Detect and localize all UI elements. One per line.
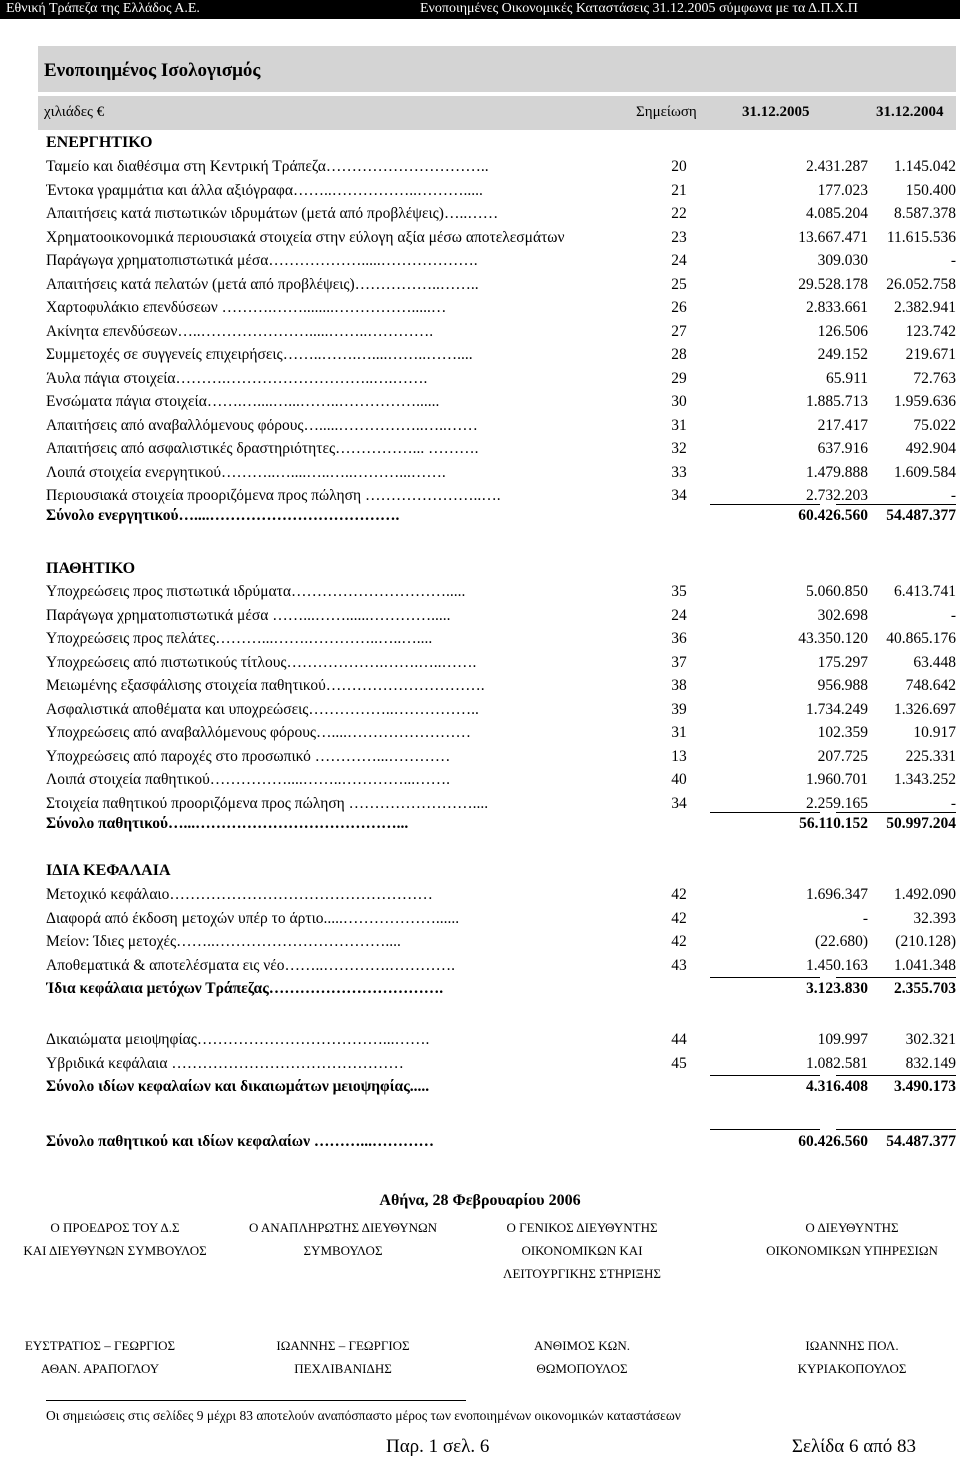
signatory-title: ΚΑΙ ΔΙΕΥΘΥΝΩΝ ΣΥΜΒΟΥΛΟΣ [23,1243,207,1258]
table-row [46,346,956,368]
signatory-title: Ο ΑΝΑΠΛΗΡΩΤΗΣ ΔΙΕΥΘΥΝΩΝ [248,1220,438,1235]
value-2005: (22.680) [815,933,868,950]
row-label: Παράγωγα χρηματοπιστωτικά μέσα……………….....………………. [46,252,478,269]
note-ref: 21 [671,181,687,199]
value-2005: 109.997 [817,1031,868,1048]
table-row [46,886,956,908]
value-2004: 1.492.090 [894,886,956,903]
total-row [46,980,956,1002]
row-label: Ακίνητα επενδύσεων…..………………….....……..…………. [46,322,434,340]
total-underline [710,977,820,978]
table-row [46,276,956,298]
note-ref: 37 [671,653,687,671]
row-label: Ταμείο και διαθέσιμα στη Κεντρική Τράπεζα………………………….. [46,158,489,175]
footnote: Οι σημειώσεις στις σελίδες 9 μέχρι 83 αποτελούν αναπόσπαστο μέρος των ενοποιημένων οικονομικών καταστάσεων [46,1408,681,1423]
signatory-title: Ο ΔΙΕΥΘΥΝΤΗΣ [805,1220,899,1235]
note-ref: 39 [671,700,687,718]
value-2004: 50.997.204 [886,815,956,832]
title-band [38,46,956,92]
signatory-title: ΛΕΙΤΟΥΡΓΙΚΗΣ ΣΤΗΡΙΞΗΣ [503,1266,661,1281]
note-ref: 31 [671,416,687,434]
value-2005: 2.431.287 [806,158,868,175]
unit-label: χιλιάδες € [44,104,105,120]
value-2004: - [950,487,956,504]
row-label: Λοιπά στοιχεία ενεργητικού………..…....…..…..………...……. [46,463,446,481]
table-row [46,417,956,439]
table-row [46,910,956,932]
value-2005: 1.696.347 [806,886,868,903]
value-2004: 302.321 [905,1031,956,1048]
note-ref: 36 [671,630,687,647]
signatory-name: ΙΩΑΝΝΗΣ ΠΟΛ. [805,1338,899,1353]
value-2004: 123.742 [905,322,956,340]
total-row [46,507,956,529]
total-underline [836,504,956,505]
value-2004: 492.904 [905,440,956,457]
note-column-header: Σημείωση [636,104,697,120]
value-2005: 1.479.888 [806,463,868,481]
value-2005: 126.506 [817,322,868,340]
signatory-name: ΕΥΣΤΡΑΤΙΟΣ – ΓΕΩΡΓΙΟΣ [24,1338,176,1353]
row-label: Άυλα πάγια στοιχεία……….………………………..….……. [46,369,428,387]
value-2004: 63.448 [913,653,956,671]
row-label: Σύνολο ενεργητικού…....………………………………. [46,507,400,524]
value-2005: 175.297 [817,653,868,671]
table-row [46,677,956,699]
table-row [46,182,956,204]
value-2005: 956.988 [817,677,868,694]
value-2004: - [950,606,956,624]
row-label: Σύνολο παθητικού…...…………………………………... [46,815,409,832]
value-2004: - [950,794,956,812]
note-ref: 42 [671,886,687,903]
value-2004: 1.041.348 [894,956,956,974]
row-label: Δικαιώματα μειοψηφίας………………………………...……. [46,1031,430,1048]
table-row [46,630,956,652]
value-2004: 3.490.173 [894,1078,956,1095]
table-row [46,1055,956,1077]
value-2005: 1.450.163 [806,956,868,974]
value-2005: 302.698 [817,606,868,624]
note-ref: 31 [671,724,687,741]
value-2004: 72.763 [913,369,956,387]
row-label: Ενσώματα πάγια στοιχεία…….…....…...……..……………...... [46,393,440,410]
value-2005: 4.316.408 [806,1078,868,1095]
row-label: Περιουσιακά στοιχεία προοριζόμενα προς πώληση …………………..…. [46,487,501,504]
row-label: Ασφαλιστικά αποθέματα και υποχρεώσεις……………..…………….. [46,700,479,718]
value-2004: 75.022 [913,416,956,434]
page-header [0,0,960,19]
total-underline [836,812,956,813]
total-row [46,815,956,837]
value-2005: - [862,909,868,927]
value-2005: 177.023 [817,181,868,199]
value-2004: 8.587.378 [894,205,956,222]
header-bank-name: Εθνική Τράπεζα της Ελλάδος Α.Ε. [6,1,200,16]
row-label: Χαρτοφυλάκιο επενδύσεων ……….……........…………….....… [46,299,447,316]
value-2004: 54.487.377 [886,1133,956,1150]
note-ref: 45 [671,1054,687,1072]
table-row [46,464,956,486]
signatory-name: ΠΕΧΛΙΒΑΝΙΔΗΣ [294,1361,392,1376]
value-2004: (210.128) [895,933,956,950]
row-label: Αποθεματικά & αποτελέσματα εις νέο……..………….…………. [46,956,456,974]
table-row [46,933,956,955]
signatory-title: Ο ΠΡΟΕΔΡΟΣ ΤΟΥ Δ.Σ [50,1220,180,1235]
row-label: Συμμετοχές σε συγγενείς επιχειρήσεις……..…….…....……..…….... [46,346,473,363]
value-2005: 4.085.204 [806,205,868,222]
value-2005: 43.350.120 [798,630,868,647]
row-label: Υποχρεώσεις από πιστωτικούς τίτλους……………….…….…..……. [46,653,477,671]
total-underline [710,812,820,813]
value-2004: 40.865.176 [886,630,956,647]
value-2005: 29.528.178 [798,275,868,293]
note-ref: 13 [671,747,687,765]
value-2004: 1.326.697 [894,700,956,718]
total-underline [836,977,956,978]
note-ref: 27 [671,322,687,340]
value-2004: 225.331 [905,747,956,765]
signatory-title: ΟΙΚΟΝΟΜΙΚΩΝ ΚΑΙ [521,1243,643,1258]
row-label: Λοιπά στοιχεία παθητικού……………....……..…………...……. [46,771,451,788]
row-label: Έντοκα γραμμάτια και άλλα αξιόγραφα……..……………..………..... [46,181,483,199]
value-2004: 748.642 [905,677,956,694]
table-row [46,370,956,392]
table-row [46,771,956,793]
page-reference: Παρ. 1 σελ. 6 [386,1436,490,1457]
total-row [46,1078,956,1100]
signatory-name: ΑΘΑΝ. ΑΡΑΠΟΓΛΟΥ [40,1361,160,1376]
row-label: Στοιχεία παθητικού προοριζόμενα προς πώληση …………………….... [46,794,489,812]
value-2005: 1.082.581 [806,1054,868,1072]
assets-heading: ΕΝΕΡΓΗΤΙΚΟ [46,134,153,151]
row-label: Υποχρεώσεις προς πελάτες………...…….…………..…..….... [46,630,433,647]
table-row [46,323,956,345]
table-row [46,654,956,676]
total-underline [710,1075,820,1076]
note-ref: 24 [671,252,687,269]
note-ref: 38 [671,677,687,694]
value-2005: 13.667.471 [798,228,868,246]
table-row [46,229,956,251]
value-2004: 219.671 [905,346,956,363]
value-2004: 6.413.741 [894,583,956,600]
row-label: Υποχρεώσεις προς πιστωτικά ιδρύματα…………………………..... [46,583,466,600]
row-label: Μείον: Ίδιες μετοχές……..…………………………….... [46,933,401,950]
value-2005: 1.960.701 [806,771,868,788]
value-2005: 65.911 [825,369,868,387]
table-row [46,795,956,817]
value-2004: 832.149 [905,1054,956,1072]
note-ref: 33 [671,463,687,481]
value-2004: 26.052.758 [886,275,956,293]
value-2004: 2.382.941 [894,299,956,316]
note-ref: 32 [671,440,687,457]
row-label: Μειωμένης εξασφάλισης στοιχεία παθητικού…………………………. [46,677,485,694]
table-row [46,299,956,321]
total-underline [710,504,820,505]
value-2005: 249.152 [817,346,868,363]
footnote-separator [46,1400,466,1401]
total-underline [710,1129,820,1130]
value-2005: 60.426.560 [798,507,868,524]
signatory-title: Ο ΓΕΝΙΚΟΣ ΔΙΕΥΘΥΝΤΗΣ [506,1220,658,1235]
row-label: Σύνολο ιδίων κεφαλαίων και δικαιωμάτων μειοψηφίας..... [46,1078,430,1095]
column-header-band [38,96,956,130]
note-ref: 42 [671,933,687,950]
note-ref: 26 [671,299,687,316]
table-row [46,748,956,770]
note-ref: 35 [671,583,687,600]
row-label: Απαιτήσεις από αναβαλλόμενους φόρους….....……………..…..…… [46,416,478,434]
row-label: Υποχρεώσεις από παροχές στο προσωπικό …………...………… [46,747,451,765]
value-2005: 2.732.203 [806,487,868,504]
signatory-title: ΟΙΚΟΝΟΜΙΚΩΝ ΥΠΗΡΕΣΙΩΝ [766,1243,938,1258]
row-label: Χρηματοοικονομικά περιουσιακά στοιχεία στην εύλογη αξία μέσω αποτελεσμάτων [46,228,565,246]
table-row [46,158,956,180]
value-2004: 1.959.636 [894,393,956,410]
value-2004: 2.355.703 [894,980,956,997]
row-label: Μετοχικό κεφάλαιο…………………………………………… [46,886,433,903]
value-2005: 309.030 [817,252,868,269]
row-label: Απαιτήσεις από ασφαλιστικές δραστηριότητες……………... ………. [46,440,479,457]
value-2005: 2.833.661 [806,299,868,316]
row-label: Απαιτήσεις κατά πελατών (μετά από προβλέψεις)……………..…….. [46,275,479,293]
header-document-title: Ενοποιημένες Οικονομικές Καταστάσεις 31.12.2005 σύμφωνα με τα Δ.Π.Χ.Π [420,1,858,16]
table-row [46,393,956,415]
note-ref: 42 [671,909,687,927]
value-2005: 102.359 [817,724,868,741]
row-label: Ίδια κεφάλαια μετόχων Τράπεζας……………………………. [46,980,444,997]
table-row [46,701,956,723]
total-underline [836,1075,956,1076]
place-date: Αθήνα, 28 Φεβρουαρίου 2006 [379,1192,581,1209]
signatory-name: ΑΝΘΙΜΟΣ ΚΩΝ. [534,1338,630,1353]
signatory-name: ΙΩΑΝΝΗΣ – ΓΕΩΡΓΙΟΣ [276,1338,410,1353]
value-2004: 1.145.042 [894,158,956,175]
value-2004: 54.487.377 [886,507,956,524]
table-row [46,957,956,979]
value-2005: 60.426.560 [798,1133,868,1150]
note-ref: 29 [671,369,687,387]
note-ref: 28 [671,346,687,363]
table-row [46,607,956,629]
table-row [46,583,956,605]
row-label: Απαιτήσεις κατά πιστωτικών ιδρυμάτων (μετά από προβλέψεις)…..…… [46,205,499,222]
note-ref: 44 [671,1031,687,1048]
value-2004: 1.343.252 [894,771,956,788]
value-2005: 3.123.830 [806,980,868,997]
note-ref: 34 [671,487,687,504]
value-2004: 1.609.584 [894,463,956,481]
value-2004: 11.615.536 [886,228,956,246]
total-underline [836,1129,956,1130]
note-ref: 25 [671,275,687,293]
signatory-title: ΣΥΜΒΟΥΛΟΣ [303,1243,383,1258]
value-2004: 32.393 [913,909,956,927]
table-row [46,440,956,462]
note-ref: 20 [671,158,687,175]
value-2005: 56.110.152 [799,815,868,832]
value-2005: 217.417 [817,416,868,434]
table-row [46,205,956,227]
value-2005: 1.734.249 [806,700,868,718]
signatory-name: ΚΥΡΙΑΚΟΠΟΥΛΟΣ [797,1361,907,1376]
note-ref: 34 [671,794,687,812]
page-title: Ενοποιημένος Ισολογισμός [44,60,261,81]
liabilities-heading: ΠΑΘΗΤΙΚΟ [46,560,136,577]
value-2004: 10.917 [913,724,956,741]
note-ref: 22 [671,205,687,222]
signatory-name: ΘΩΜΟΠΟΥΛΟΣ [536,1361,628,1376]
table-row [46,1031,956,1053]
value-2004: 150.400 [905,181,956,199]
table-row [46,724,956,746]
note-ref: 40 [671,771,687,788]
table-row [46,252,956,274]
value-2005: 637.916 [817,440,868,457]
value-2004: - [950,252,956,269]
year-2005-header: 31.12.2005 [742,104,810,120]
value-2005: 1.885.713 [806,393,868,410]
row-label: Παράγωγα χρηματοπιστωτικά μέσα ……...……......…………..... [46,606,451,624]
value-2005: 207.725 [817,747,868,765]
note-ref: 23 [671,228,687,246]
note-ref: 24 [671,606,687,624]
year-2004-header: 31.12.2004 [876,104,944,120]
value-2005: 2.259.165 [806,794,868,812]
row-label: Σύνολο παθητικού και ιδίων κεφαλαίων ………...………… [46,1133,435,1150]
note-ref: 30 [671,393,687,410]
total-row [46,1133,956,1155]
equity-heading: ΙΔΙΑ ΚΕΦΑΛΑΙΑ [46,862,171,879]
table-row [46,487,956,509]
note-ref: 43 [671,956,687,974]
value-2005: 5.060.850 [806,583,868,600]
row-label: Υποχρεώσεις από αναβαλλόμενους φόρους…....…………………… [46,724,472,741]
row-label: Υβριδικά κεφάλαια ……………………………………… [46,1054,404,1072]
row-label: Διαφορά από έκδοση μετοχών υπέρ το άρτιο.....………………...... [46,909,460,927]
page-number: Σελίδα 6 από 83 [791,1436,916,1457]
